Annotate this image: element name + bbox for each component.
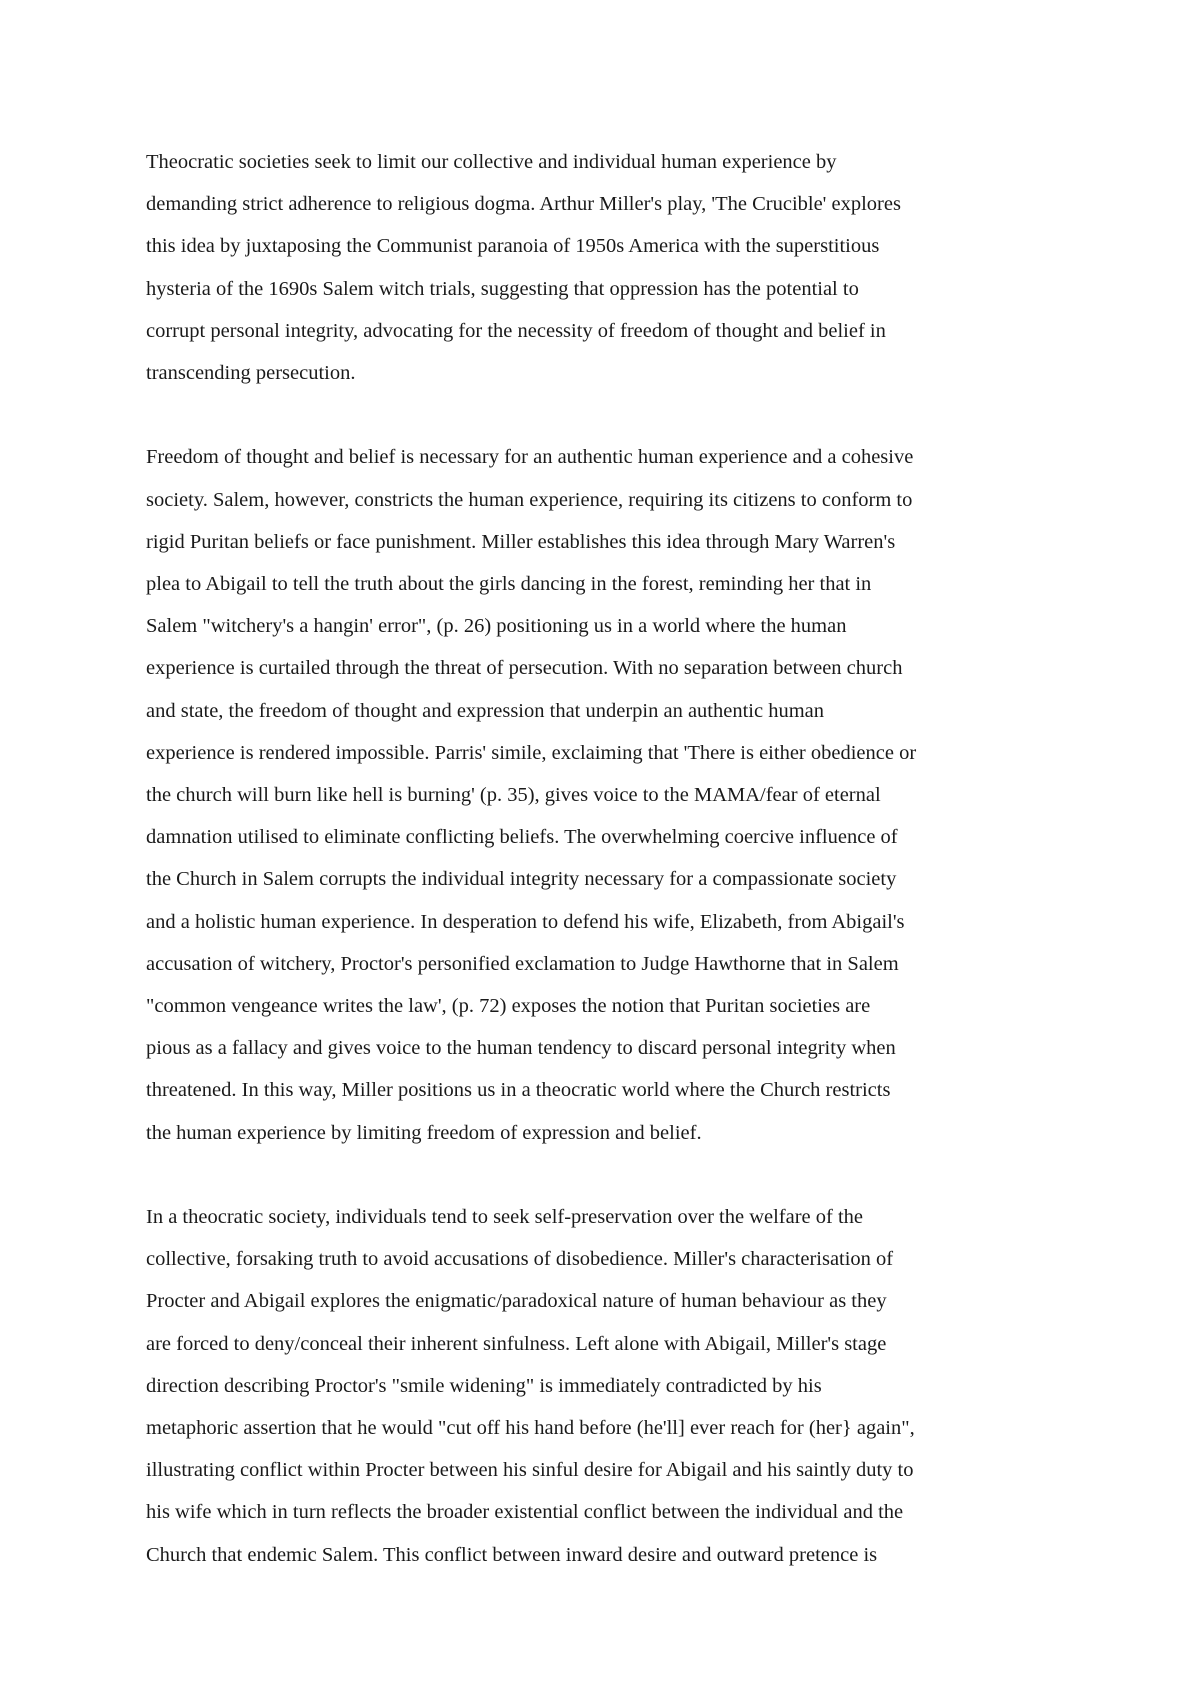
text-line: demanding strict adherence to religious dogma. Arthur Miller's play, 'The Crucible' explores xyxy=(146,193,901,216)
text-line: corrupt personal integrity, advocating for the necessity of freedom of thought and belief in xyxy=(146,319,886,342)
text-line: Church that endemic Salem. This conflict between inward desire and outward pretence is xyxy=(146,1543,878,1566)
text-line: the Church in Salem corrupts the individual integrity necessary for a compassionate society xyxy=(146,868,897,891)
text-line: direction describing Proctor's "smile widening" is immediately contradicted by his xyxy=(146,1374,822,1397)
text-line: experience is curtailed through the threat of persecution. With no separation between church xyxy=(146,657,903,680)
text-line: Freedom of thought and belief is necessary for an authentic human experience and a cohesive xyxy=(146,446,914,469)
text-line: damnation utilised to eliminate conflicting beliefs. The overwhelming coercive influence of xyxy=(146,826,898,849)
paragraph-1 xyxy=(146,141,1076,394)
text-line: and state, the freedom of thought and expression that underpin an authentic human xyxy=(146,699,825,722)
text-line: accusation of witchery, Proctor's personified exclamation to Judge Hawthorne that in Salem xyxy=(146,952,899,975)
text-line: "common vengeance writes the law', (p. 72) exposes the notion that Puritan societies are xyxy=(146,995,871,1018)
text-line: pious as a fallacy and gives voice to the human tendency to discard personal integrity when xyxy=(146,1037,896,1060)
text-line: Procter and Abigail explores the enigmatic/paradoxical nature of human behaviour as they xyxy=(146,1290,887,1313)
text-line: threatened. In this way, Miller positions us in a theocratic world where the Church restricts xyxy=(146,1079,891,1102)
text-line: Theocratic societies seek to limit our collective and individual human experience by xyxy=(146,151,837,173)
text-line: rigid Puritan beliefs or face punishment. Miller establishes this idea through Mary Warren's xyxy=(146,530,896,553)
text-line: his wife which in turn reflects the broader existential conflict between the individual and the xyxy=(146,1501,904,1524)
text-line: and a holistic human experience. In desperation to defend his wife, Elizabeth, from Abigail's xyxy=(146,910,905,933)
text-line: Salem "witchery's a hangin' error", (p. 26) positioning us in a world where the human xyxy=(146,615,847,638)
text-line: this idea by juxtaposing the Communist paranoia of 1950s America with the superstitious xyxy=(146,235,880,258)
text-line: hysteria of the 1690s Salem witch trials, suggesting that oppression has the potential to xyxy=(146,277,859,300)
text-line: experience is rendered impossible. Parris' simile, exclaiming that 'There is either obedience or xyxy=(146,741,917,764)
paragraph-2 xyxy=(146,436,1076,1153)
text-line: transcending persecution. xyxy=(146,362,356,385)
text-line: In a theocratic society, individuals tend to seek self-preservation over the welfare of the xyxy=(146,1206,864,1229)
text-line: society. Salem, however, constricts the human experience, requiring its citizens to conform to xyxy=(146,488,913,511)
text-line: metaphoric assertion that he would "cut off his hand before (he'll] ever reach for (her} again", xyxy=(146,1417,915,1440)
text-line: collective, forsaking truth to avoid accusations of disobedience. Miller's characterisation of xyxy=(146,1248,894,1271)
text-line: are forced to deny/conceal their inherent sinfulness. Left alone with Abigail, Miller's stage xyxy=(146,1332,887,1355)
text-line: the human experience by limiting freedom of expression and belief. xyxy=(146,1121,702,1144)
document-page xyxy=(146,141,1076,1618)
text-line: the church will burn like hell is burning' (p. 35), gives voice to the MAMA/fear of eternal xyxy=(146,784,881,807)
text-line: plea to Abigail to tell the truth about the girls dancing in the forest, reminding her that in xyxy=(146,573,872,596)
paragraph-3 xyxy=(146,1196,1076,1576)
text-line: illustrating conflict within Procter between his sinful desire for Abigail and his saintly duty to xyxy=(146,1459,914,1482)
